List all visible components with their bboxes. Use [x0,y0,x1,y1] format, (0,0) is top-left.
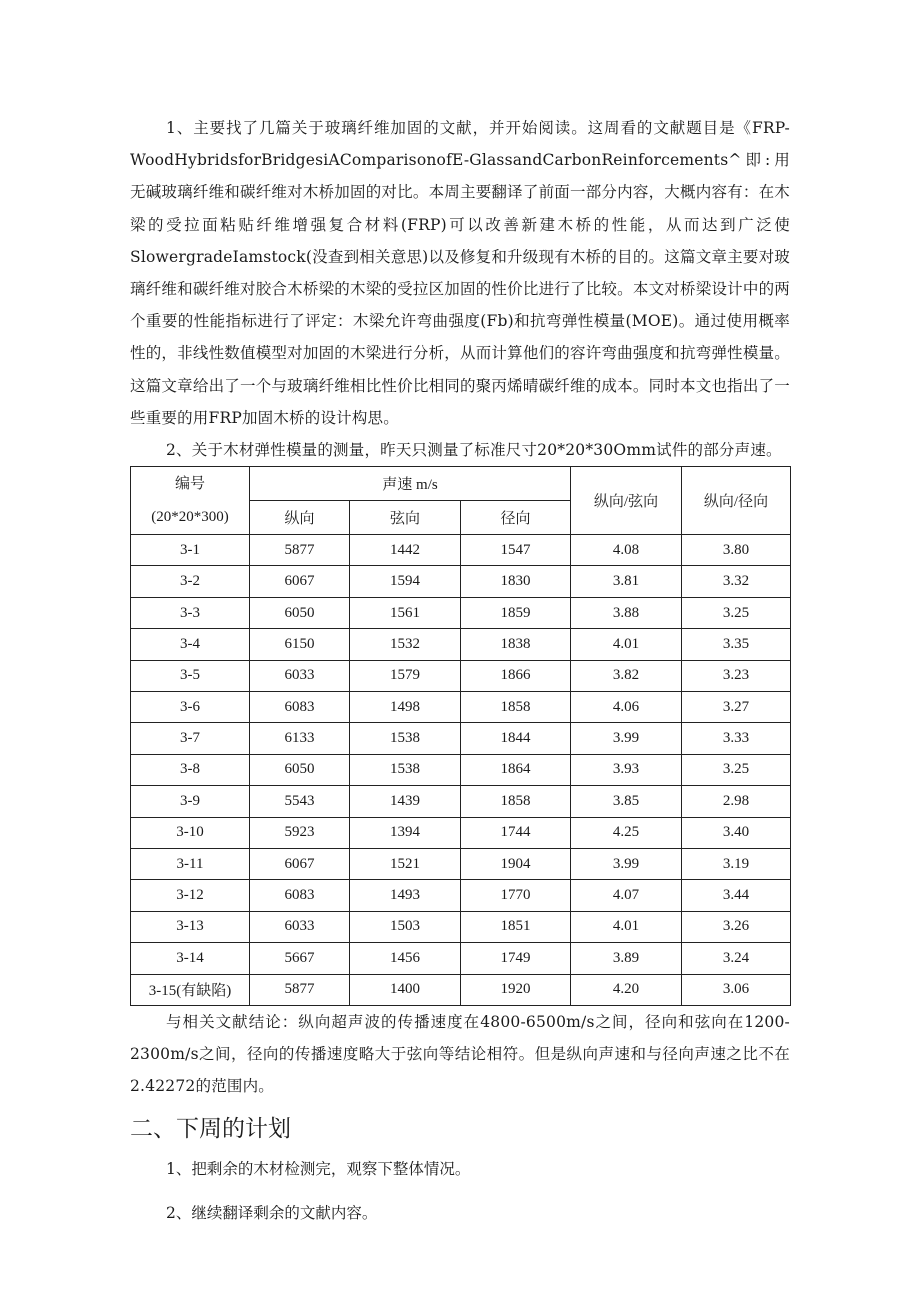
cell-radial: 1844 [461,723,571,754]
cell-tangential: 1579 [350,660,461,691]
cell-ratio-lr: 3.19 [682,848,791,879]
cell-id: 3-14 [131,943,250,974]
cell-ratio-lr: 3.32 [682,566,791,597]
cell-radial: 1920 [461,974,571,1005]
cell-tangential: 1442 [350,535,461,566]
table-row [131,911,791,942]
cell-ratio-lr: 3.25 [682,754,791,785]
cell-tangential: 1561 [350,597,461,628]
header-ratio-lr: 纵向/径向 [682,467,791,535]
cell-id: 3-11 [131,848,250,879]
cell-id: 3-15(有缺陷) [131,974,250,1005]
cell-radial: 1858 [461,691,571,722]
paragraph-literature: 1、主要找了几篇关于玻璃纤维加固的文献，并开始阅读。这周看的文献题目是《FRP-WoodHybridsforBridgesiAComparisonofE-GlassandCarbonReinforcements^即:用无碱玻璃纤维和碳纤维对木桥加固的对比。本周主要翻译了前面一部分内容，大概内容有：在木梁的受拉面粘贴纤维增强复合材料(FRP)可以改善新建木桥的性能，从而达到广泛使SlowergradeIamstock(没查到相关意思)以及修复和升级现有木桥的目的。这篇文章主要对玻璃纤维和碳纤维对胶合木桥梁的木梁的受拉区加固的性价比进行了比较。本文对桥梁设计中的两个重要的性能指标进行了评定：木梁允许弯曲强度(Fb)和抗弯弹性模量(MOE)。通过使用概率性的，非线性数值模型对加固的木梁进行分析，从而计算他们的容许弯曲强度和抗弯弹性模量。这篇文章给出了一个与玻璃纤维相比性价比相同的聚丙烯晴碳纤维的成本。同时本文也指出了一些重要的用FRP加固木桥的设计构思。 [130,119,790,427]
table-row [131,786,791,817]
cell-longitudinal: 5877 [250,535,350,566]
cell-id: 3-10 [131,817,250,848]
cell-ratio-lr: 3.35 [682,629,791,660]
cell-tangential: 1538 [350,754,461,785]
cell-ratio-lr: 3.80 [682,535,791,566]
cell-tangential: 1594 [350,566,461,597]
cell-longitudinal: 6050 [250,597,350,628]
cell-id: 3-7 [131,723,250,754]
cell-id: 3-8 [131,754,250,785]
cell-tangential: 1538 [350,723,461,754]
cell-ratio-lt: 4.25 [571,817,682,848]
cell-ratio-lt: 3.99 [571,848,682,879]
cell-id: 3-1 [131,535,250,566]
cell-radial: 1866 [461,660,571,691]
paragraph-measurement-intro: 2、关于木材弹性模量的测量，昨天只测量了标准尺寸20*20*30Omm试件的部分声速。 [166,441,782,460]
table-row [131,943,791,974]
table-row [131,974,791,1005]
cell-ratio-lr: 3.06 [682,974,791,1005]
table-row [131,754,791,785]
cell-tangential: 1498 [350,691,461,722]
cell-ratio-lr: 3.26 [682,911,791,942]
cell-longitudinal: 5667 [250,943,350,974]
cell-ratio-lr: 2.98 [682,786,791,817]
cell-longitudinal: 5543 [250,786,350,817]
section-heading: 二、下周的计划 [130,1115,291,1142]
cell-id: 3-13 [131,911,250,942]
cell-radial: 1851 [461,911,571,942]
cell-tangential: 1456 [350,943,461,974]
header-id-cell [131,467,250,535]
cell-ratio-lt: 4.20 [571,974,682,1005]
cell-radial: 1838 [461,629,571,660]
cell-ratio-lr: 3.27 [682,691,791,722]
cell-ratio-lt: 3.81 [571,566,682,597]
cell-longitudinal: 5877 [250,974,350,1005]
header-ratio-lt: 纵向/弦向 [571,467,682,535]
table-row [131,629,791,660]
cell-ratio-lt: 3.82 [571,660,682,691]
cell-ratio-lr: 3.33 [682,723,791,754]
cell-ratio-lt: 3.85 [571,786,682,817]
table-row [131,848,791,879]
cell-radial: 1744 [461,817,571,848]
plan-item-1: 1、把剩余的木材检测完，观察下整体情况。 [166,1159,471,1178]
table-row [131,660,791,691]
cell-longitudinal: 6067 [250,848,350,879]
header-radial: 径向 [461,501,571,535]
cell-longitudinal: 6083 [250,691,350,722]
cell-id: 3-2 [131,566,250,597]
cell-ratio-lt: 4.06 [571,691,682,722]
cell-ratio-lr: 3.40 [682,817,791,848]
cell-radial: 1830 [461,566,571,597]
cell-longitudinal: 6150 [250,629,350,660]
table-row [131,566,791,597]
cell-longitudinal: 6050 [250,754,350,785]
header-speed-group: 声速 m/s [250,467,571,501]
cell-ratio-lr: 3.44 [682,880,791,911]
cell-ratio-lr: 3.23 [682,660,791,691]
cell-tangential: 1439 [350,786,461,817]
cell-id: 3-5 [131,660,250,691]
document-page [130,112,790,1235]
cell-ratio-lr: 3.25 [682,597,791,628]
cell-id: 3-6 [131,691,250,722]
cell-longitudinal: 5923 [250,817,350,848]
cell-tangential: 1400 [350,974,461,1005]
cell-ratio-lt: 4.08 [571,535,682,566]
header-longitudinal: 纵向 [250,501,350,535]
cell-radial: 1859 [461,597,571,628]
cell-radial: 1904 [461,848,571,879]
header-id-sub: (20*20*300) [151,508,229,525]
cell-ratio-lt: 3.88 [571,597,682,628]
cell-ratio-lt: 3.99 [571,723,682,754]
cell-ratio-lt: 4.01 [571,911,682,942]
cell-radial: 1858 [461,786,571,817]
table-row [131,691,791,722]
table-row [131,880,791,911]
cell-longitudinal: 6033 [250,660,350,691]
cell-ratio-lt: 3.93 [571,754,682,785]
table-row [131,535,791,566]
cell-ratio-lt: 3.89 [571,943,682,974]
header-id-label: 编号 [174,475,205,492]
cell-radial: 1547 [461,535,571,566]
cell-id: 3-9 [131,786,250,817]
cell-radial: 1770 [461,880,571,911]
cell-longitudinal: 6067 [250,566,350,597]
cell-longitudinal: 6133 [250,723,350,754]
cell-longitudinal: 6083 [250,880,350,911]
table-row [131,723,791,754]
table-row [131,597,791,628]
header-tangential: 弦向 [350,501,461,535]
cell-id: 3-3 [131,597,250,628]
cell-longitudinal: 6033 [250,911,350,942]
table-row [131,817,791,848]
cell-ratio-lt: 4.07 [571,880,682,911]
cell-id: 3-12 [131,880,250,911]
cell-radial: 1864 [461,754,571,785]
sound-speed-table [130,466,791,1006]
cell-tangential: 1521 [350,848,461,879]
cell-tangential: 1493 [350,880,461,911]
cell-ratio-lr: 3.24 [682,943,791,974]
cell-tangential: 1503 [350,911,461,942]
plan-item-2: 2、继续翻译剩余的文献内容。 [166,1203,378,1222]
cell-radial: 1749 [461,943,571,974]
cell-ratio-lt: 4.01 [571,629,682,660]
cell-tangential: 1394 [350,817,461,848]
paragraph-conclusion: 与相关文献结论：纵向超声波的传播速度在4800-6500m∕s之间，径向和弦向在1200-2300m∕s之间，径向的传播速度略大于弦向等结论相符。但是纵向声速和与径向声速之比不在2.42272的范围内。 [130,1012,790,1096]
cell-tangential: 1532 [350,629,461,660]
cell-id: 3-4 [131,629,250,660]
